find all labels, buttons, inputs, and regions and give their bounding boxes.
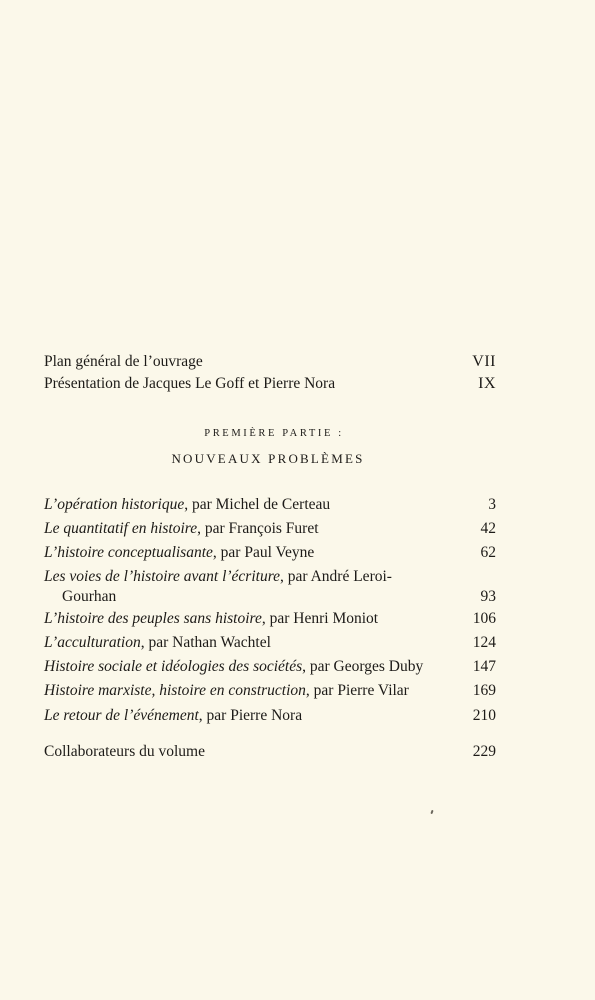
toc-entry-work: L’histoire des peuples sans histoire — [44, 610, 262, 627]
toc-entry-page: 124 — [472, 634, 496, 651]
toc-entry — [44, 609, 496, 629]
toc-entry-title: Plan général de l’ouvrage — [44, 353, 203, 370]
toc-entry-page: IX — [478, 375, 496, 392]
toc-entry-work: L’histoire conceptualisante — [44, 544, 213, 561]
toc-entry — [44, 567, 496, 607]
toc-entry-page: 169 — [472, 682, 496, 699]
toc-entry-author: , par Michel de Certeau — [184, 496, 331, 513]
toc-entry-page: 42 — [480, 520, 496, 537]
ink-speck — [430, 810, 433, 814]
toc-entry-author: , par Pierre Vilar — [305, 682, 409, 699]
toc-entry-author: , par Paul Veyne — [212, 544, 315, 561]
toc-entry-work: L’opération historique — [44, 496, 185, 513]
toc-entry-page: VII — [472, 353, 496, 370]
toc-entry-work: L’acculturation — [44, 634, 141, 651]
toc-entry — [44, 543, 496, 563]
toc-entry-work: Histoire marxiste, histoire en construction — [44, 682, 306, 699]
toc-entry-author: , par André Leroi- — [280, 568, 392, 585]
part-title: NOUVEAUX PROBLÈMES — [171, 451, 365, 466]
toc-entry — [44, 706, 496, 726]
toc-entry-plan — [44, 352, 496, 372]
toc-entry-author-continuation: Gourhan — [62, 588, 117, 605]
toc-entry-work: Le retour de l’événement — [44, 707, 199, 724]
toc-entry — [44, 495, 496, 515]
toc-entry-work: Histoire sociale et idéologies des sociétés — [44, 658, 303, 675]
toc-entry-page: 147 — [472, 658, 496, 675]
toc-entry-page: 3 — [488, 496, 496, 513]
toc-entry-author: , par François Furet — [197, 520, 319, 537]
toc-entry-presentation — [44, 374, 496, 394]
toc-entry — [44, 681, 496, 701]
toc-entry-page: 62 — [480, 544, 496, 561]
toc-entry-work: Le quantitatif en histoire — [44, 520, 198, 537]
toc-entry-title: Présentation de Jacques Le Goff et Pierre Nora — [44, 375, 336, 392]
toc-entry-author: , par Pierre Nora — [198, 707, 303, 724]
toc-entry-collaborateurs — [44, 742, 496, 762]
toc-entry-author: , par Georges Duby — [302, 658, 424, 675]
toc-entry-author: , par Henri Moniot — [261, 610, 379, 627]
toc-entry-page: 229 — [472, 743, 496, 760]
toc-entry — [44, 657, 496, 677]
toc-entry-author: , par Nathan Wachtel — [140, 634, 271, 651]
part-label: PREMIÈRE PARTIE : — [204, 428, 344, 439]
toc-entry-page: 210 — [472, 707, 496, 724]
toc-entry-work: Les voies de l’histoire avant l’écriture — [44, 568, 281, 585]
toc-entry — [44, 519, 496, 539]
toc-entry-page: 106 — [472, 610, 496, 627]
toc-entry — [44, 633, 496, 653]
toc-entry-title: Collaborateurs du volume — [44, 743, 205, 760]
toc-entry-page: 93 — [480, 588, 496, 605]
